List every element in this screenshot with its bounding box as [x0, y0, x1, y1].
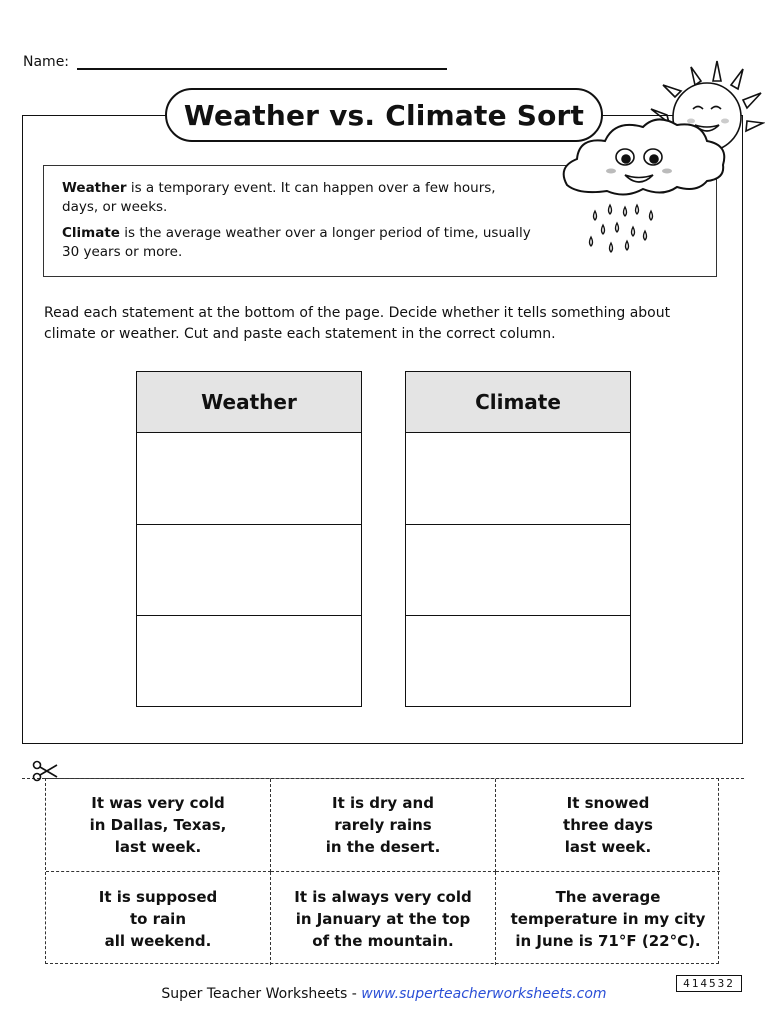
weather-slot-2[interactable] [137, 525, 361, 617]
footer-link[interactable]: www.superteacherworksheets.com [361, 986, 607, 1002]
climate-slot-1[interactable] [406, 433, 630, 525]
sun-cloud-rain-illustration [555, 45, 765, 260]
worksheet-code: 414532 [676, 975, 742, 992]
weather-slot-1[interactable] [137, 433, 361, 525]
statement-text: It is dry and rarely rains in the desert. [325, 794, 441, 856]
statement-card[interactable] [496, 872, 720, 965]
climate-column [405, 371, 631, 707]
climate-column-heading: Climate [406, 372, 630, 433]
weather-term: Weather [62, 180, 127, 196]
rain-drops-icon [590, 205, 653, 252]
weather-definition-text: is a temporary event. It can happen over a few hours, days, or weeks. [62, 180, 496, 215]
statement-cards [45, 778, 719, 964]
statement-card[interactable] [46, 872, 271, 965]
page-title: Weather vs. Climate Sort [183, 98, 585, 132]
name-label: Name: [23, 54, 70, 70]
weather-column-heading: Weather [137, 372, 361, 433]
statement-card[interactable] [271, 872, 496, 965]
instructions: Read each statement at the bottom of the page. Decide whether it tells something about climate or weather. Cut and paste each statement in the correct column. [44, 305, 671, 342]
statement-card[interactable] [46, 779, 271, 872]
weather-column [136, 371, 362, 707]
statement-text: It snowed three days last week. [563, 794, 653, 856]
climate-definition-text: is the average weather over a longer period of time, usually 30 years or more. [62, 225, 531, 260]
statement-text: It is supposed to rain all weekend. [98, 887, 218, 950]
weather-slot-3[interactable] [137, 616, 361, 708]
weather-definition [62, 179, 532, 217]
climate-slot-2[interactable] [406, 525, 630, 617]
statement-text: It is always very cold in January at the top of the mountain. [294, 887, 472, 950]
footer [0, 986, 768, 1002]
statement-card[interactable] [271, 779, 496, 872]
footer-text: Super Teacher Worksheets - [161, 986, 362, 1002]
title-banner [165, 88, 603, 142]
statement-card[interactable] [496, 779, 720, 872]
climate-term: Climate [62, 225, 120, 241]
climate-definition [62, 224, 532, 262]
name-line[interactable] [77, 68, 447, 70]
statement-text: It was very cold in Dallas, Texas, last week. [89, 794, 227, 856]
statement-text: The average temperature in my city in June is 71°F (22°C). [510, 887, 706, 950]
climate-slot-3[interactable] [406, 616, 630, 708]
